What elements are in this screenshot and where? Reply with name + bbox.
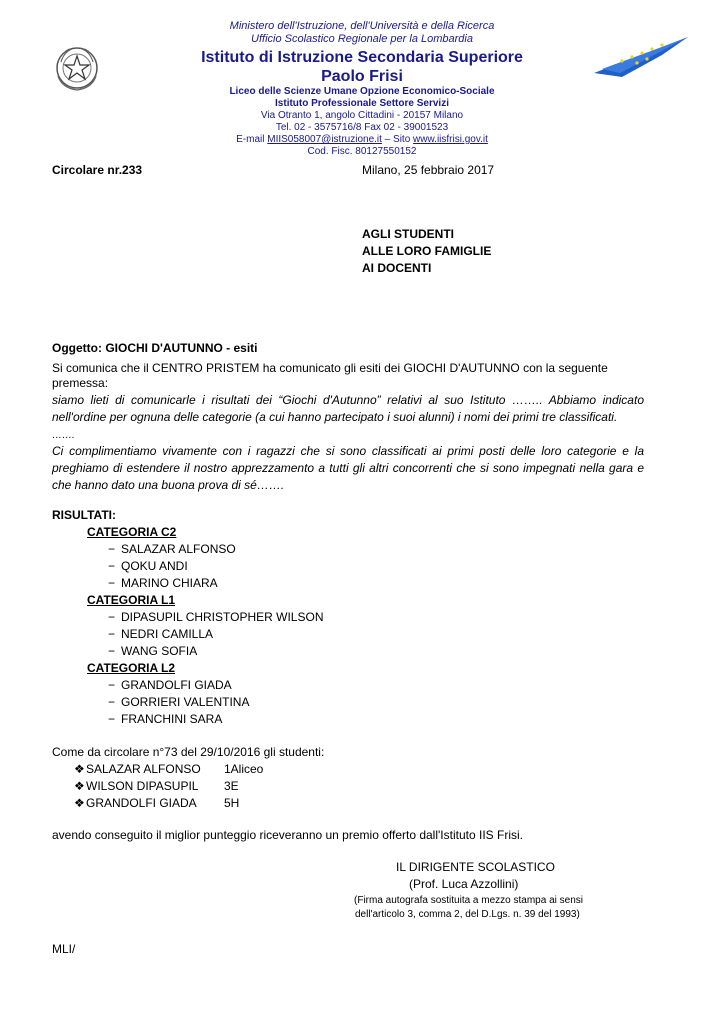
l2-student-1: GRANDOLFI GIADA bbox=[121, 678, 232, 692]
signature-title: IL DIRIGENTE SCOLASTICO bbox=[396, 860, 555, 874]
dash-bullet: − bbox=[108, 542, 116, 556]
signature-name: (Prof. Luca Azzollini) bbox=[409, 877, 519, 891]
category-c2-heading: CATEGORIA C2 bbox=[87, 525, 177, 539]
email-prefix: E-mail bbox=[236, 134, 268, 145]
regional-office-line: Ufficio Scolastico Regionale per la Lombardia bbox=[251, 33, 473, 45]
site-separator: – Sito bbox=[381, 134, 414, 145]
dash-bullet: − bbox=[108, 576, 116, 590]
intro-text: Si comunica che il CENTRO PRISTEM ha comunicato gli esiti dei GIOCHI D'AUTUNNO con la seguente premessa: bbox=[52, 361, 608, 390]
address-line: Via Otranto 1, angolo Cittadini - 20157 Milano bbox=[260, 110, 464, 121]
dash-bullet: − bbox=[108, 695, 116, 709]
diamond-bullet-icon: ❖ bbox=[74, 779, 85, 793]
recipient-families: ALLE LORO FAMIGLIE bbox=[362, 244, 492, 258]
dash-bullet: − bbox=[108, 644, 116, 658]
prize-student-1-class: 1Aliceo bbox=[224, 762, 264, 776]
subject-line: Oggetto: GIOCHI D'AUTUNNO - esiti bbox=[52, 341, 258, 355]
prize-student-3-name: GRANDOLFI GIADA bbox=[86, 796, 197, 810]
prize-student-1-name: SALAZAR ALFONSO bbox=[86, 762, 201, 776]
liceo-line: Liceo delle Scienze Umane Opzione Economico-Sociale bbox=[229, 86, 495, 97]
signature-note-1: (Firma autografa sostituita a mezzo stampa ai sensi bbox=[354, 895, 583, 906]
recipient-students: AGLI STUDENTI bbox=[362, 227, 454, 241]
dash-bullet: − bbox=[108, 610, 116, 624]
quote-ellipsis: ……. bbox=[52, 430, 75, 441]
l1-student-2: NEDRI CAMILLA bbox=[121, 627, 214, 641]
prize-student-3-class: 5H bbox=[224, 796, 240, 810]
letter-date: Milano, 25 febbraio 2017 bbox=[362, 163, 495, 177]
professional-line: Istituto Professionale Settore Servizi bbox=[275, 98, 449, 109]
c2-student-3: MARINO CHIARA bbox=[121, 576, 218, 590]
l1-student-3: WANG SOFIA bbox=[121, 644, 198, 658]
l2-student-2: GORRIERI VALENTINA bbox=[121, 695, 250, 709]
l2-student-3: FRANCHINI SARA bbox=[121, 712, 223, 726]
category-l1-heading: CATEGORIA L1 bbox=[87, 593, 176, 607]
site-link[interactable]: www.iisfrisi.gov.it bbox=[413, 134, 488, 145]
dash-bullet: − bbox=[108, 627, 116, 641]
ministry-line: Ministero dell'Istruzione, dell'Università e della Ricerca bbox=[229, 20, 495, 32]
prize-student-2-class: 3E bbox=[224, 779, 239, 793]
dash-bullet: − bbox=[108, 712, 116, 726]
l1-student-1: DIPASUPIL CHRISTOPHER WILSON bbox=[121, 610, 324, 624]
prize-intro: Come da circolare n°73 del 29/10/2016 gli studenti: bbox=[52, 745, 325, 759]
contact-line bbox=[0, 134, 724, 146]
eu-school-logo-icon bbox=[592, 33, 690, 77]
institute-type: Istituto di Istruzione Secondaria Superiore bbox=[201, 49, 523, 66]
letterhead bbox=[0, 0, 724, 158]
signature-note-2: dell'articolo 3, comma 2, del D.Lgs. n. 39 del 1993) bbox=[355, 909, 580, 920]
c2-student-1: SALAZAR ALFONSO bbox=[121, 542, 236, 556]
circolare-number: Circolare nr.233 bbox=[52, 163, 143, 177]
recipient-teachers: AI DOCENTI bbox=[362, 261, 432, 275]
dash-bullet: − bbox=[108, 559, 116, 573]
phone-line: Tel. 02 - 3575716/8 Fax 02 - 39001523 bbox=[275, 122, 449, 133]
prize-student-2-name: WILSON DIPASUPIL bbox=[86, 779, 199, 793]
email-link[interactable]: MIIS058007@istruzione.it bbox=[267, 134, 382, 145]
republic-emblem-icon bbox=[52, 40, 102, 94]
quote-paragraph-2: Ci complimentiamo vivamente con i ragazzi che si sono classificati ai primi posti delle loro categorie e la preghiamo di estendere il nostro apprezzamento a tutti gli altri concorrenti che si sono impegnati nella gara e che hanno dato una buona prova di sé……. bbox=[52, 444, 644, 492]
diamond-bullet-icon: ❖ bbox=[74, 762, 85, 776]
institute-name: Paolo Frisi bbox=[321, 68, 403, 85]
dash-bullet: − bbox=[108, 678, 116, 692]
footer-initials: MLI/ bbox=[52, 942, 76, 956]
category-l2-heading: CATEGORIA L2 bbox=[87, 661, 176, 675]
diamond-bullet-icon: ❖ bbox=[74, 796, 85, 810]
quote-paragraph-1: siamo lieti di comunicarle i risultati dei “Giochi d'Autunno” relativi al suo Istituto …….. Abbiamo indicato nell'ordine per ognuna delle categorie (a cui hanno partecipato i suoi alunni) i nomi dei primi tre classificati. bbox=[52, 393, 644, 424]
c2-student-2: QOKU ANDI bbox=[121, 559, 188, 573]
tax-code-line: Cod. Fisc. 80127550152 bbox=[307, 146, 417, 157]
results-heading: RISULTATI: bbox=[52, 508, 116, 522]
prize-text: avendo conseguito il miglior punteggio riceveranno un premio offerto dall'Istituto IIS Frisi. bbox=[52, 828, 523, 842]
